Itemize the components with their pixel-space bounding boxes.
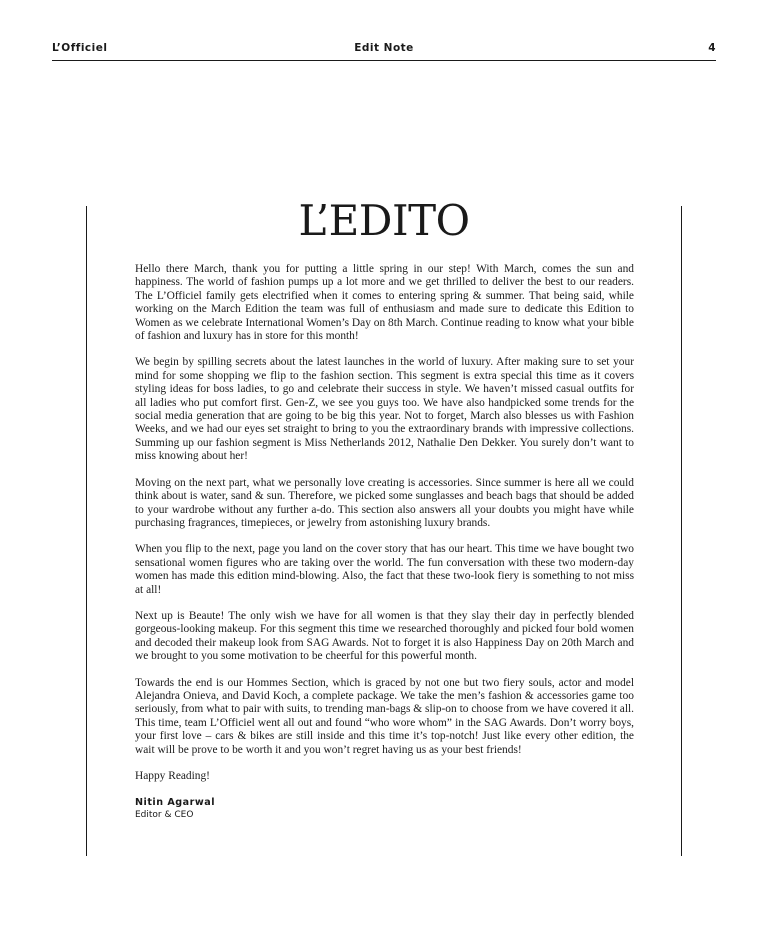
closing-line: Happy Reading! <box>135 770 210 782</box>
left-vertical-rule <box>86 206 87 856</box>
section-title: Edit Note <box>354 42 414 54</box>
paragraph: Hello there March, thank you for putting a little spring in our step! With March, comes the sun and happiness. The world of fashion pumps up a lot more and we get thrilled to deliver the best to our readers. The L’Officiel family gets electrified when it comes to entering spring & summer. That being said, while working on the March Edition the team was full of enthusiasm and made sure to dedicate this Edition to Women as we celebrate International Women’s Day on 8th March. Continue reading to know what your bible of fashion and luxury has in store for this month! <box>135 263 634 343</box>
signature-role: Editor & CEO <box>135 810 194 821</box>
right-vertical-rule <box>681 206 682 856</box>
paragraph: Towards the end is our Hommes Section, which is graced by not one but two fiery souls, actor and model Alejandra Onieva, and David Koch, a complete package. We take the men’s fashion & accessories game too seriously, from what to pair with suits, to trending man-bags & slip-on to choose from we have covered it all. This time, team L’Officiel went all out and found “who wore whom” in the SAG Awards. Don’t worry boys, your first love – cars & bikes are still inside and this time it’s top-notch! Just like every other edition, the wait will be prove to be worth it and you won’t regret having us as your best friends! <box>135 676 634 756</box>
page-header <box>52 40 716 61</box>
brand-name: L’Officiel <box>52 42 108 54</box>
paragraph: Moving on the next part, what we personally love creating is accessories. Since summer is here all we could think about is water, sand & sun. Therefore, we picked some sunglasses and beach bags that should be added to your wardrobe without any further a-do. This section also answers all your doubts you might have while purchasing fragrances, timepieces, or jewelry from astonishing luxury brands. <box>135 476 634 529</box>
page-number: 4 <box>708 42 716 54</box>
paragraph: We begin by spilling secrets about the latest launches in the world of luxury. After making sure to set your mind for some shopping we flip to the fashion section. This segment is extra special this time as it covers styling ideas for boss ladies, to go and celebrate their success in style. We haven’t missed casual outfits for all ladies who put comfort first. Gen-Z, we see you guys too. We have also handpicked some trends for the social media generation that are going to be big this year. Not to forget, March also blesses us with Fashion Weeks, and we had our eyes set straight to bring to you the extraordinary brands with impressive collections. Summing up our fashion segment is Miss Netherlands 2012, Nathalie Den Dekker. You surely don’t want to miss knowing about her! <box>135 356 634 463</box>
paragraph: When you flip to the next, page you land on the cover story that has our heart. This time we have bought two sensational women figures who are taking over the world. The fun conversation with these two modern-day women has made this edition mind-blowing. Also, the fact that these two-look fiery is something to not miss at all! <box>135 543 634 596</box>
signature-name: Nitin Agarwal <box>135 797 215 809</box>
paragraph: Next up is Beaute! The only wish we have for all women is that they slay their day in perfectly blended gorgeous-looking makeup. For this segment this time we researched thoroughly and picked four bold women and decoded their makeup look from SAG Awards. Not to forget it is also Happiness Day on 20th March and we brought to you some motivation to be cheerful for this powerful month. <box>135 609 634 663</box>
editorial-body <box>135 263 634 820</box>
page-title: L’EDITO <box>298 196 470 245</box>
